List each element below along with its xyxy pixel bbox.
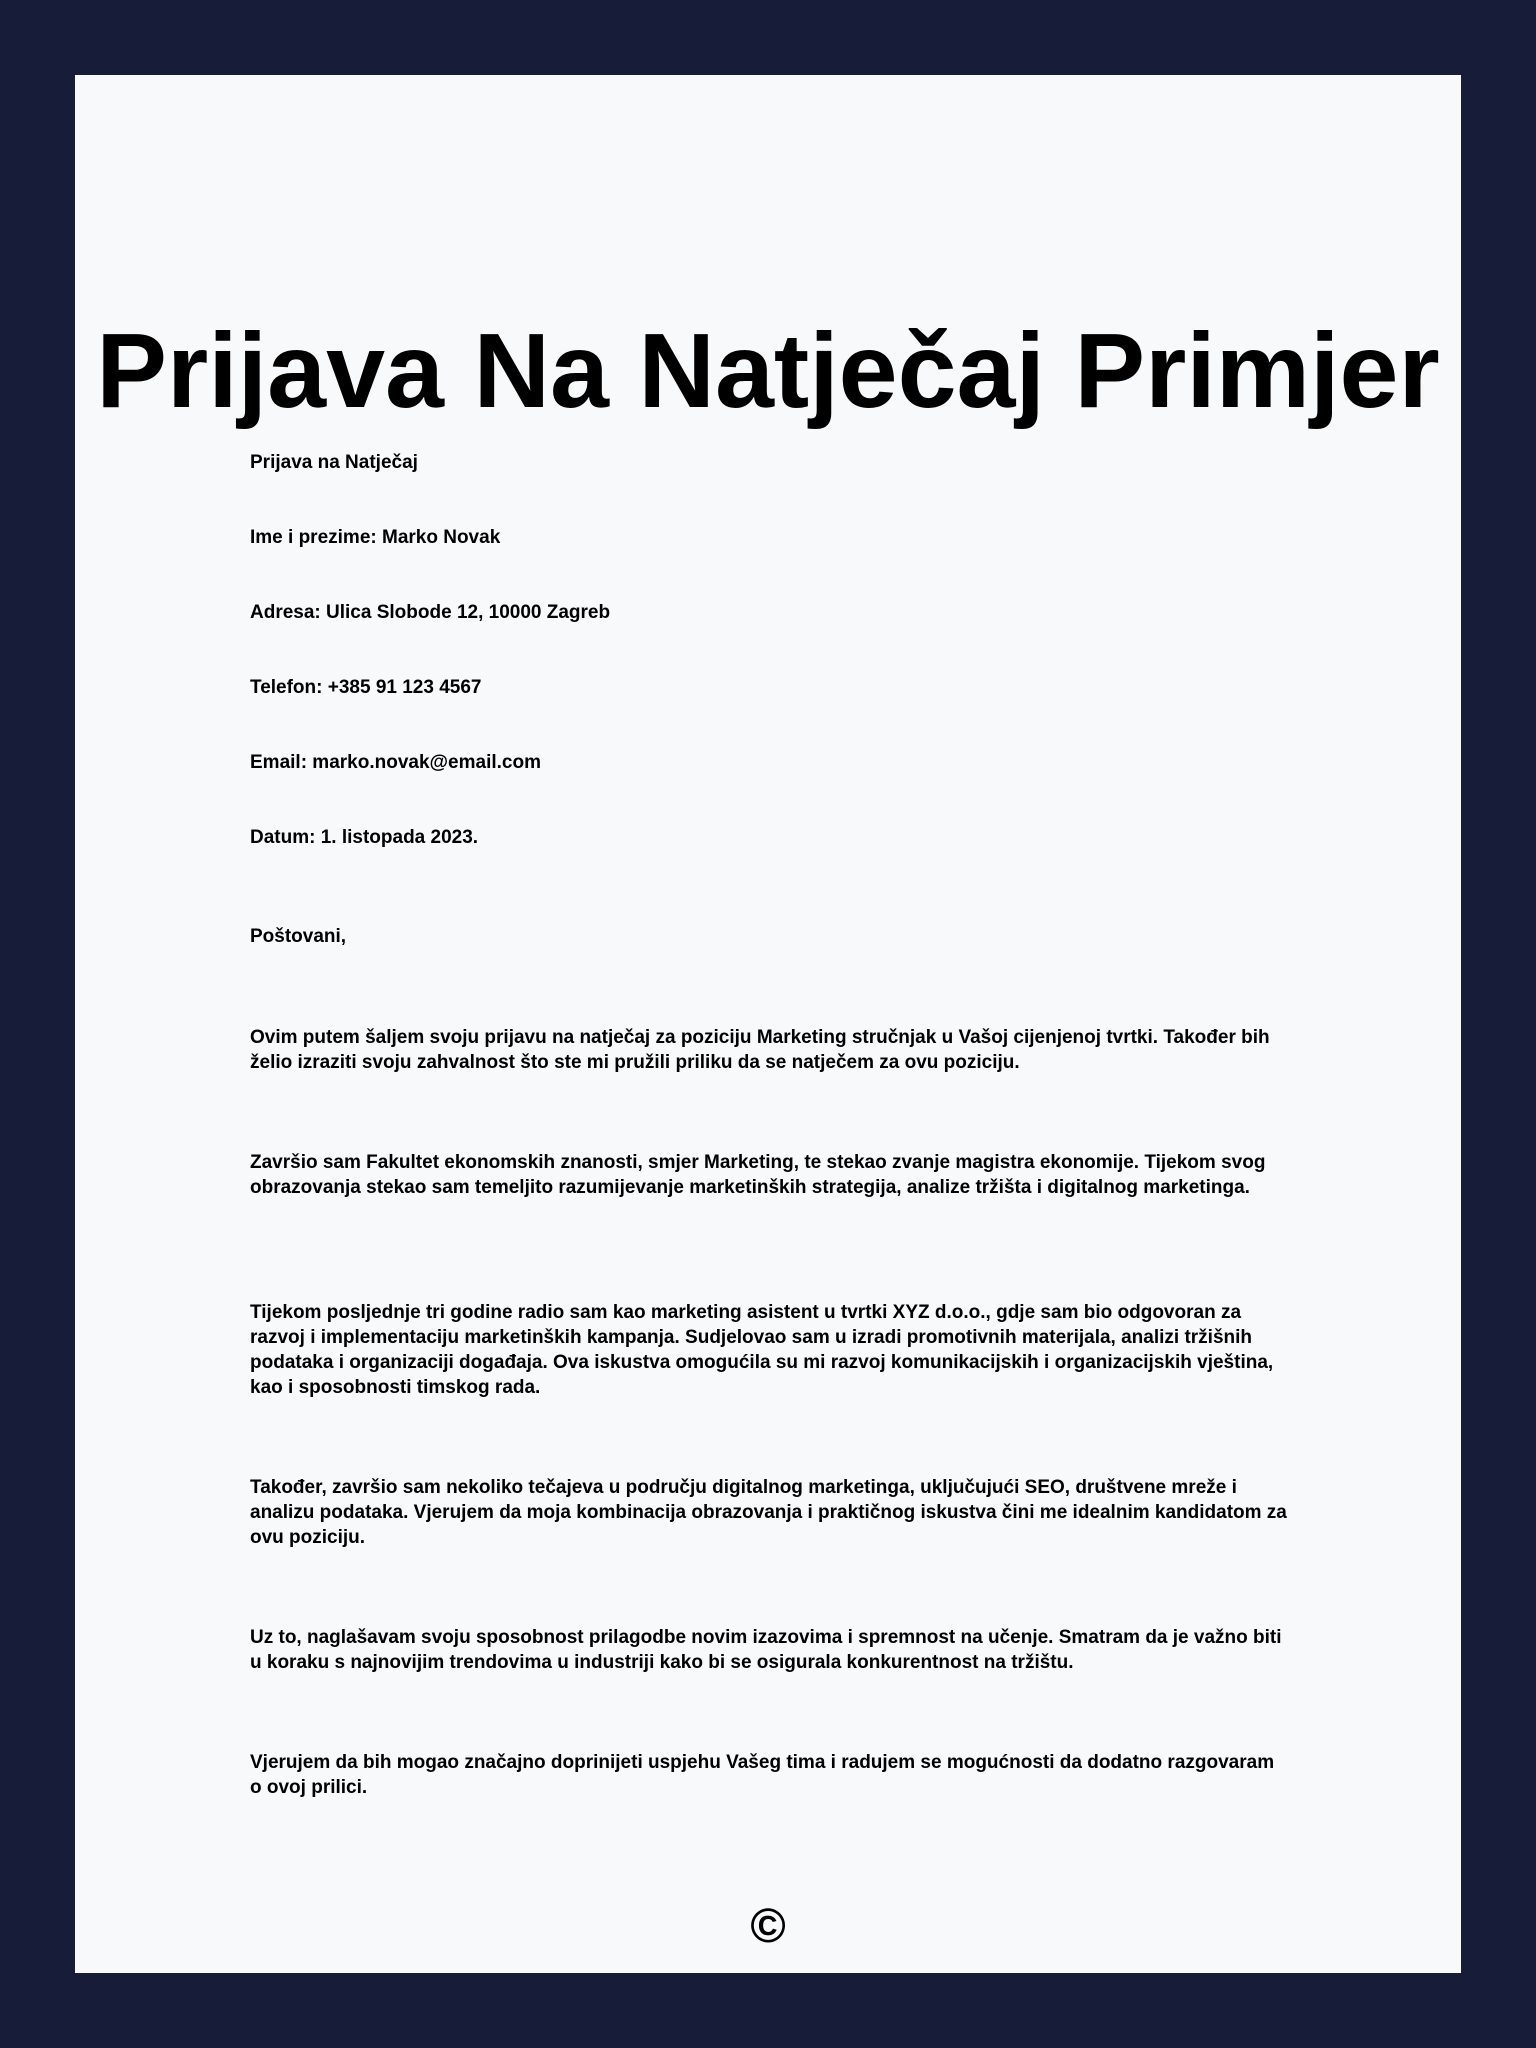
letter-heading: Prijava na Natječaj xyxy=(250,452,418,473)
applicant-name: Ime i prezime: Marko Novak xyxy=(250,527,501,548)
paragraph-closing: Vjerujem da bih mogao značajno doprinijeti uspjehu Vašeg tima i radujem se mogućnosti da dodatno razgovaram o ovoj prilici. xyxy=(250,1752,1275,1798)
applicant-phone: Telefon: +385 91 123 4567 xyxy=(250,677,482,698)
paragraph-courses: Također, završio sam nekoliko tečajeva u području digitalnog marketinga, uključujući SEO, društvene mreže i analizu podataka. Vjerujem da moja kombinacija obrazovanja i praktičnog iskustva čini me idealnim kandidatom za ovu poziciju. xyxy=(250,1477,1287,1548)
copyright-icon: © xyxy=(750,1900,786,1953)
paragraph-adaptability: Uz to, naglašavam svoju sposobnost prilagodbe novim izazovima i spremnost na učenje. Smatram da je važno biti u koraku s najnovijim trendovima u industriji kako bi se osigurala konkurentnost na tržištu. xyxy=(250,1627,1282,1673)
paragraph-introduction: Ovim putem šaljem svoju prijavu na natječaj za poziciju Marketing stručnjak u Vašoj cijenjenoj tvrtki. Također bih želio izraziti svoju zahvalnost što ste mi pružili priliku da se natječem za ovu poziciju. xyxy=(250,1027,1270,1073)
letter-page xyxy=(75,75,1461,1973)
applicant-email: Email: marko.novak@email.com xyxy=(250,752,541,773)
paragraph-education: Završio sam Fakultet ekonomskih znanosti, smjer Marketing, te stekao zvanje magistra ekonomije. Tijekom svog obrazovanja stekao sam temeljito razumijevanje marketinških strategija, analize tržišta i digitalnog marketinga. xyxy=(250,1152,1266,1198)
greeting: Poštovani, xyxy=(250,926,347,947)
paragraph-experience: Tijekom posljednje tri godine radio sam kao marketing asistent u tvrtki XYZ d.o.o., gdje sam bio odgovoran za razvoj i implementaciju marketinških kampanja. Sudjelovao sam u izradi promotivnih materijala, analizi tržišnih podataka i organizaciji događaja. Ova iskustva omogućila su mi razvoj komunikacijskih i organizacijskih vještina, kao i sposobnosti timskog rada. xyxy=(250,1302,1274,1398)
page-title: Prijava Na Natječaj Primjer xyxy=(96,312,1440,430)
applicant-address: Adresa: Ulica Slobode 12, 10000 Zagreb xyxy=(250,602,611,623)
letter-date: Datum: 1. listopada 2023. xyxy=(250,827,479,848)
